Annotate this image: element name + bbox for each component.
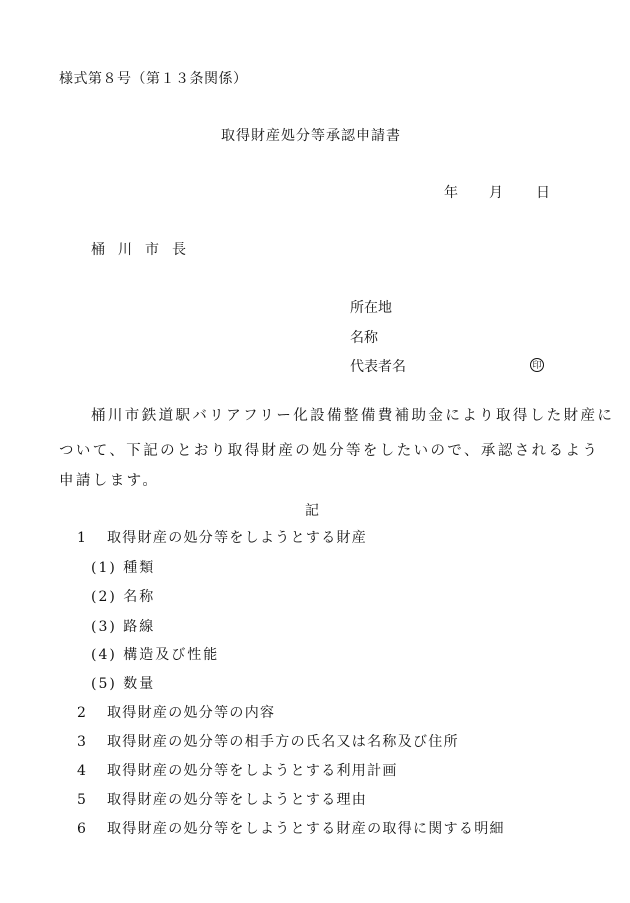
seal-mark: 印 (530, 358, 544, 372)
date-month-label: 月 (489, 185, 503, 201)
document-title: 取得財産処分等承認申請書 (221, 128, 401, 144)
list-item-6 (77, 822, 505, 836)
list-item-text: 取得財産の処分等の相手方の氏名又は名称及び住所 (107, 734, 459, 750)
applicant-address-label: 所在地 (350, 300, 392, 316)
addressee: 桶川市長 (91, 242, 199, 258)
date-year-label: 年 (444, 185, 458, 201)
list-item-number: 5 (77, 792, 88, 808)
list-item-number: 3 (77, 734, 88, 750)
list-item-text: 取得財産の処分等をしようとする利用計画 (107, 763, 398, 779)
sub-item-4: (4) 構造及び性能 (91, 647, 220, 663)
list-item-text: 取得財産の処分等をしようとする理由 (107, 792, 368, 808)
list-item-number: 2 (77, 705, 88, 721)
list-item-text: 取得財産の処分等をしようとする財産の取得に関する明細 (107, 821, 505, 837)
body-line-2: ついて、下記のとおり取得財産の処分等をしたいので、承認されるよう (59, 443, 600, 459)
ki-heading: 記 (305, 503, 319, 519)
applicant-name-label: 名称 (350, 330, 378, 346)
sub-item-1: (1) 種類 (91, 560, 156, 576)
sub-item-3: (3) 路線 (91, 619, 156, 635)
list-item-text: 取得財産の処分等の内容 (107, 705, 276, 721)
list-item-3 (77, 735, 459, 749)
body-line-1: 桶川市鉄道駅バリアフリー化設備整備費補助金により取得した財産に (91, 408, 615, 424)
list-item-1 (77, 531, 367, 545)
sub-item-2: (2) 名称 (91, 589, 156, 605)
sub-item-5: (5) 数量 (91, 676, 156, 692)
body-line-3: 申請します。 (59, 473, 160, 489)
list-item-number: 1 (77, 530, 88, 546)
form-number: 様式第８号（第１３条関係） (59, 71, 248, 87)
applicant-representative-label: 代表者名 (350, 359, 406, 375)
list-item-2 (77, 706, 275, 720)
list-item-4 (77, 764, 398, 778)
list-item-number: 6 (77, 821, 88, 837)
list-item-text: 取得財産の処分等をしようとする財産 (107, 530, 368, 546)
list-item-5 (77, 793, 367, 807)
list-item-number: 4 (77, 763, 88, 779)
date-day-label: 日 (536, 185, 550, 201)
